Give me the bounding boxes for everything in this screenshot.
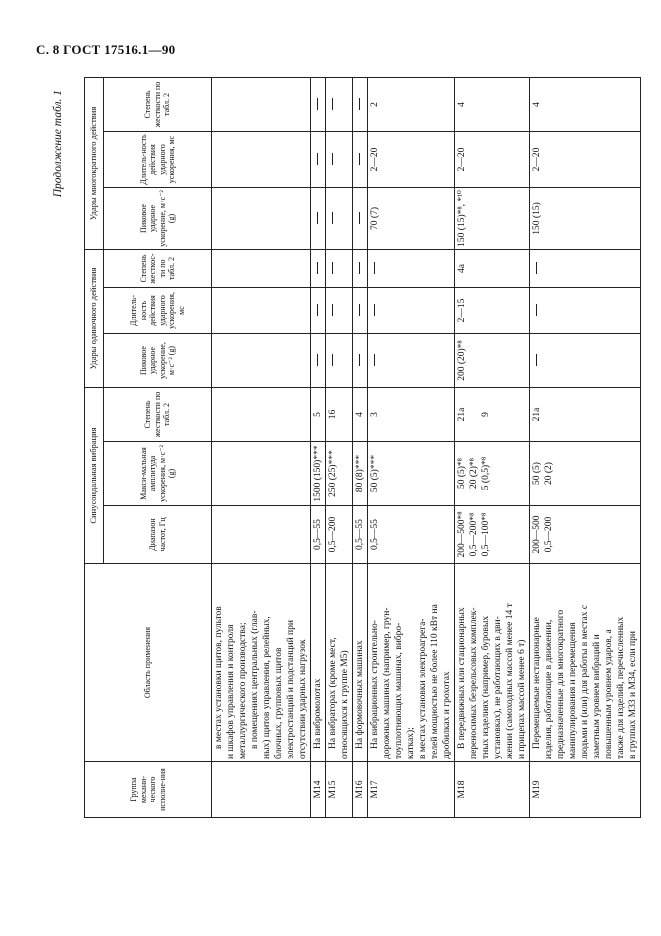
severity-value: 3 xyxy=(370,412,380,417)
table-head xyxy=(85,77,212,817)
area-line: На вибрационных строительно- xyxy=(370,620,380,749)
cell-area xyxy=(326,564,353,762)
table-row xyxy=(311,77,326,817)
cell-multi-severity xyxy=(311,77,326,131)
cell-multi-duration xyxy=(326,131,353,187)
continued-line: в помещениях центральных (глав- xyxy=(250,610,260,749)
area-line: На вибраторах (кроме мест, xyxy=(328,637,338,749)
cell-empty xyxy=(212,762,311,818)
area-line: предназначенные для многократного xyxy=(556,609,566,759)
cell-multi-severity xyxy=(353,77,368,131)
dash-mark xyxy=(317,355,318,367)
area-line: манипулирования и перемещения xyxy=(568,622,578,759)
cell-multi-severity: 4 xyxy=(530,77,641,131)
dash-mark xyxy=(317,263,318,275)
freq-value: 0,5—55 xyxy=(355,519,365,550)
area-line: и прицепах массой менее 6 т) xyxy=(517,639,527,759)
cell-multi-peak xyxy=(326,187,353,249)
cell-single-severity xyxy=(530,249,641,287)
dash-mark xyxy=(332,212,333,224)
cell-group: М15 xyxy=(326,762,353,818)
cell-multi-duration xyxy=(311,131,326,187)
area-line: катках); xyxy=(406,727,416,759)
cell-single-duration xyxy=(530,288,641,334)
table-body xyxy=(212,77,641,817)
col-sine-group: Синусоидальная вибрация xyxy=(85,388,104,564)
accel-value: 50 (5) xyxy=(532,462,542,485)
area-line: установках), не работающих в дви- xyxy=(493,616,503,759)
cell-multi-peak: 150 (15)*⁸, *¹⁰ xyxy=(455,187,530,249)
freq-value: 0,5—55 xyxy=(370,519,380,550)
accel-value: 1500 (150)*** xyxy=(313,445,323,502)
dash-mark xyxy=(332,263,333,275)
cell-multi-peak xyxy=(311,187,326,249)
cell-sine-severity xyxy=(326,388,353,442)
cell-single-peak xyxy=(311,334,326,388)
cell-freq xyxy=(353,506,368,564)
cell-accel xyxy=(530,442,641,506)
cell-single-peak xyxy=(368,334,455,388)
cell-area xyxy=(353,564,368,762)
area-line: дробилках и грохотах xyxy=(442,671,452,759)
cell-single-duration xyxy=(368,288,455,334)
cell-single-severity: 4а xyxy=(455,249,530,287)
col-sine-severity: Степень жесткости по табл. 2 xyxy=(104,388,212,442)
cell-freq xyxy=(311,506,326,564)
dash-mark xyxy=(317,305,318,317)
dash-mark xyxy=(536,263,537,275)
dash-mark xyxy=(536,355,537,367)
col-multi-peak: Пиковое ударное ускорение, м·с⁻² (g) xyxy=(104,187,212,249)
col-max-accel: Макси-мальная амплитуда ускорения, м·с⁻² (g) xyxy=(104,442,212,506)
dash-mark xyxy=(359,263,360,275)
accel-value: 5 (0,5)*⁸ xyxy=(481,456,491,491)
cell-area xyxy=(530,564,641,762)
area-line: В передвижных или стационарных xyxy=(457,607,467,749)
cell-multi-duration: 2—20 xyxy=(368,131,455,187)
area-line: в группах М33 и М34, если при xyxy=(628,631,638,759)
continued-line: металлургического производства; xyxy=(238,622,248,759)
area-line: тоуплотняющих машинах, вибро- xyxy=(394,622,404,759)
accel-value: 80 (8)*** xyxy=(355,454,365,493)
dash-mark xyxy=(332,355,333,367)
accel-value: 20 (2)*⁸ xyxy=(469,458,479,490)
cell-group: М16 xyxy=(353,762,368,818)
freq-value: 0,5—100*⁸ xyxy=(481,512,491,557)
cell-freq xyxy=(326,506,353,564)
area-line: заметным уровнем вибраций и xyxy=(592,634,602,759)
cell-multi-duration xyxy=(353,131,368,187)
freq-value: 0,5—200 xyxy=(328,516,338,553)
dash-mark xyxy=(359,153,360,165)
cell-multi-duration: 2—20 xyxy=(455,131,530,187)
cell-accel xyxy=(311,442,326,506)
dash-mark xyxy=(359,305,360,317)
area-line: жении (самоходных массой менее 14 т xyxy=(505,603,515,759)
table-row-continued xyxy=(212,77,311,817)
freq-value: 0,5—200*⁸ xyxy=(469,512,479,557)
standard-table xyxy=(84,77,641,818)
dash-mark xyxy=(359,355,360,367)
cell-multi-duration: 2—20 xyxy=(530,131,641,187)
continuation-caption: Продолжение табл. 1 xyxy=(52,90,64,198)
cell-multi-severity: 4 xyxy=(455,77,530,131)
cell-sine-severity xyxy=(455,388,530,442)
cell-sine-severity xyxy=(311,388,326,442)
area-line: дорожных машинах (например, грун- xyxy=(382,607,392,759)
table-row xyxy=(368,77,455,817)
cell-multi-peak xyxy=(353,187,368,249)
cell-accel xyxy=(455,442,530,506)
area-line: повышенным уровнем ударов, а xyxy=(604,629,614,759)
cell-multi-peak: 70 (7) xyxy=(368,187,455,249)
cell-multi-severity: 2 xyxy=(368,77,455,131)
dash-mark xyxy=(332,153,333,165)
cell-group: М18 xyxy=(455,762,530,818)
continued-line: в местах установки щитов, пультов xyxy=(214,606,224,749)
cell-single-duration xyxy=(311,288,326,334)
freq-value: 200—500 xyxy=(532,515,542,554)
dash-mark xyxy=(374,355,375,367)
severity-value xyxy=(468,390,480,439)
continued-line: и шкафов управления и контроля xyxy=(226,624,236,759)
cell-single-duration: 2—15 xyxy=(455,288,530,334)
table-row xyxy=(455,77,530,817)
cell-freq xyxy=(530,506,641,564)
table-row xyxy=(530,77,641,817)
freq-value: 0,5—200 xyxy=(544,516,554,553)
col-single-group: Удары одиночного действия xyxy=(85,249,104,387)
area-line: На формовочных машинах xyxy=(355,640,365,749)
col-single-peak: Пиковое ударное ускорение, м·с⁻² (g) xyxy=(104,334,212,388)
col-group: Группа механи-ческого исполне-ния xyxy=(85,762,212,818)
cell-multi-peak: 150 (15) xyxy=(530,187,641,249)
rotated-content xyxy=(52,78,638,818)
severity-value: 21а xyxy=(457,407,467,422)
cell-single-peak xyxy=(530,334,641,388)
cell-single-severity xyxy=(368,249,455,287)
rotated-table-area xyxy=(52,78,638,818)
cell-area xyxy=(455,564,530,762)
area-line: переносимых безрельсовых комплек- xyxy=(469,607,479,759)
dash-mark xyxy=(536,305,537,317)
continued-line: электростанций и подстанций при xyxy=(286,620,296,759)
cell-freq xyxy=(455,506,530,564)
dash-mark xyxy=(317,212,318,224)
col-area: Область применения xyxy=(85,564,212,762)
col-single-severity: Степень жесткос-ти по табл. 2 xyxy=(104,249,212,287)
cell-single-severity xyxy=(326,249,353,287)
dash-mark xyxy=(374,263,375,275)
cell-single-peak: 200 (20)*⁸ xyxy=(455,334,530,388)
area-line: в местах установки электроагрега- xyxy=(418,618,428,759)
area-line: Перемещаемые нестационарные xyxy=(532,617,542,749)
dash-mark xyxy=(374,305,375,317)
cell-sine-severity xyxy=(368,388,455,442)
cell-area xyxy=(368,564,455,762)
cell-single-severity xyxy=(353,249,368,287)
table-row xyxy=(353,77,368,817)
area-line: изделия, работающие в движении, xyxy=(544,619,554,759)
dash-mark xyxy=(359,212,360,224)
col-freq-range: Диапазон частот, Гц xyxy=(104,506,212,564)
freq-value: 200—500*⁸ xyxy=(457,511,467,558)
severity-value: 5 xyxy=(313,412,323,417)
col-single-duration: Длитель-ность действия ударного ускорения, мс xyxy=(104,288,212,334)
accel-value: 50 (5)*⁸ xyxy=(457,458,467,490)
page-header: С. 8 ГОСТ 17516.1—90 xyxy=(36,42,176,57)
cell-group: М19 xyxy=(530,762,641,818)
cell-single-duration xyxy=(326,288,353,334)
area-line: На вибромолотах xyxy=(313,678,323,749)
cell-group: М14 xyxy=(311,762,326,818)
area-line: тных изделиях (например, буровых xyxy=(481,615,491,759)
severity-value: 16 xyxy=(328,409,338,420)
cell-freq xyxy=(368,506,455,564)
cell-accel xyxy=(353,442,368,506)
cell-single-peak xyxy=(326,334,353,388)
cell-group: М17 xyxy=(368,762,455,818)
continued-line: ных) щитов управления, релейных, xyxy=(262,616,272,759)
area-line: относящихся к группе М5) xyxy=(340,650,350,759)
severity-value xyxy=(543,390,555,439)
area-line: также для изделий, перечисленных xyxy=(616,616,626,759)
severity-value: 21а xyxy=(532,407,542,422)
cell-single-peak xyxy=(353,334,368,388)
cell-multi-severity xyxy=(326,77,353,131)
cell-single-severity xyxy=(311,249,326,287)
continued-line: блочных, групповых щитов xyxy=(274,647,284,759)
dash-mark xyxy=(317,153,318,165)
cell-sine-severity xyxy=(530,388,641,442)
dash-mark xyxy=(332,98,333,110)
col-multi-severity: Степень жесткости по табл. 2 xyxy=(104,77,212,131)
accel-value: 20 (2) xyxy=(544,462,554,485)
area-line: телей мощностью не более 110 кВт на xyxy=(430,604,440,759)
dash-mark xyxy=(332,305,333,317)
dash-mark xyxy=(317,98,318,110)
severity-value: 4 xyxy=(355,412,365,417)
continued-line: отсутствии ударных нагрузок xyxy=(298,639,308,759)
dash-mark xyxy=(359,98,360,110)
cell-sine-severity xyxy=(353,388,368,442)
cell-continued-text xyxy=(212,564,311,762)
cell-single-duration xyxy=(353,288,368,334)
area-line: людьми и (или) для работы в местах с xyxy=(580,604,590,759)
accel-value: 50 (5)*** xyxy=(370,454,380,493)
cell-accel xyxy=(368,442,455,506)
col-multi-duration: Длитель-ность действия ударного ускорения, мс xyxy=(104,131,212,187)
col-multi-group: Удары многократного действия xyxy=(85,77,104,249)
accel-value: 250 (25)*** xyxy=(328,450,338,497)
cell-area xyxy=(311,564,326,762)
table-row xyxy=(326,77,353,817)
severity-value: 9 xyxy=(481,412,491,417)
cell-accel xyxy=(326,442,353,506)
freq-value: 0,5—55 xyxy=(313,519,323,550)
